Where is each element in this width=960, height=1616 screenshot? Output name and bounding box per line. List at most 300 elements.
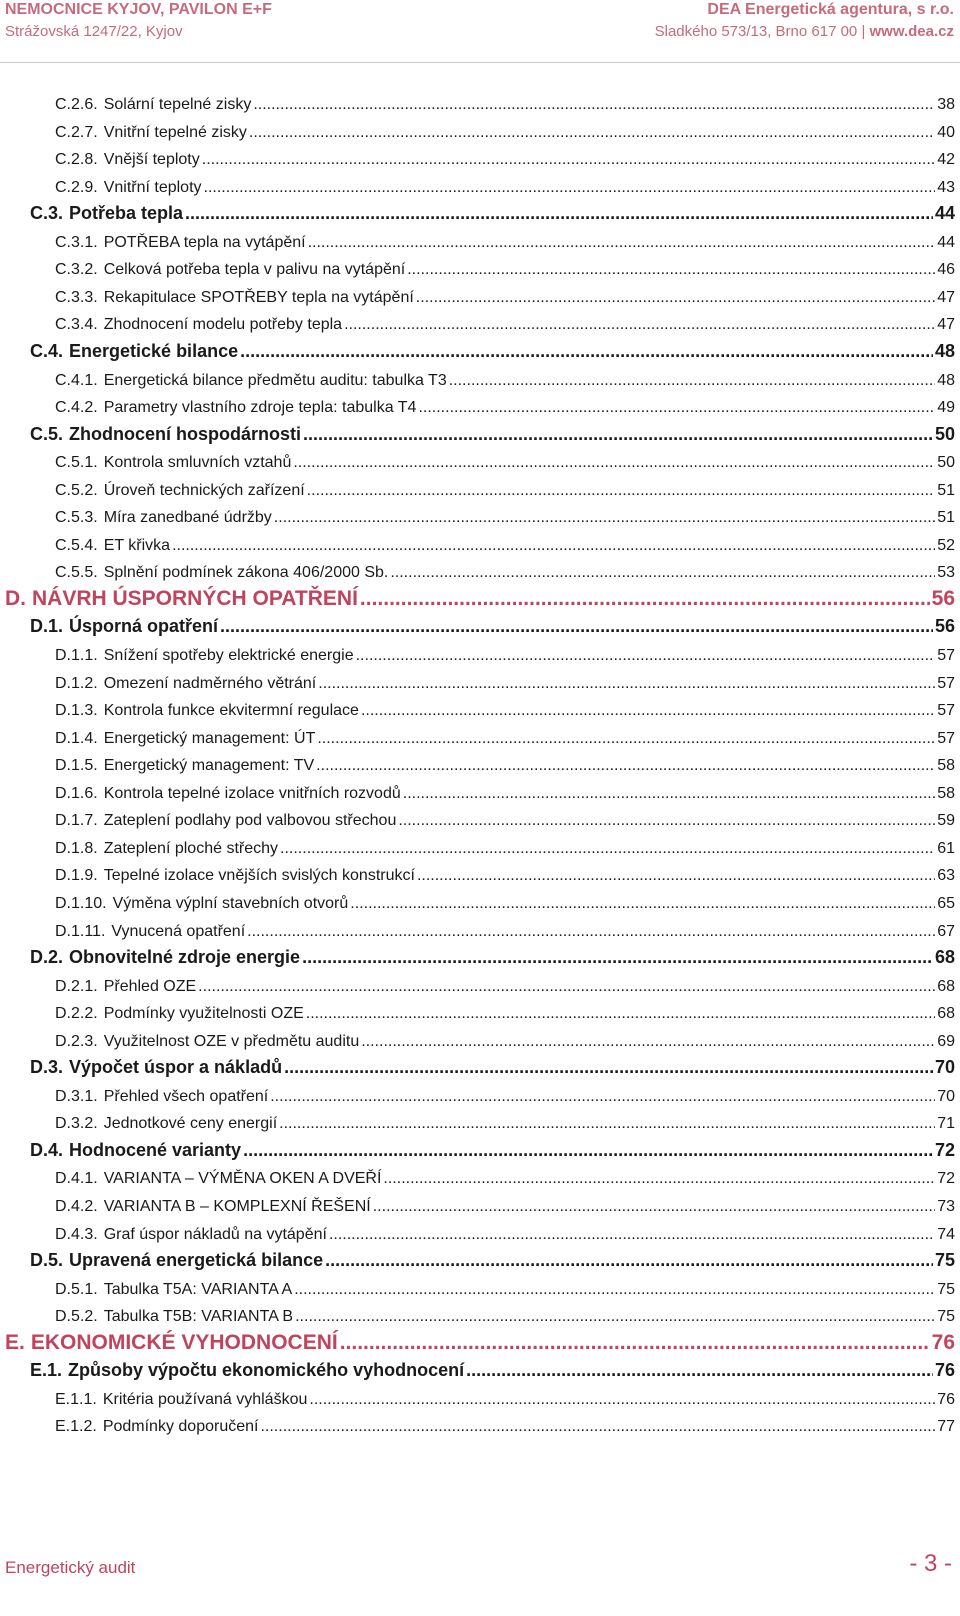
toc-entry-number: D.4.3.: [55, 1225, 98, 1243]
toc-entry-page: 76: [937, 1390, 955, 1408]
toc-entry-page: 63: [937, 867, 955, 885]
toc-dot-leader: [360, 587, 930, 611]
toc-entry-page: 74: [937, 1225, 955, 1243]
toc-entry-title: Vnitřní tepelné zisky: [103, 123, 247, 141]
toc-entry-page: 44: [934, 203, 955, 224]
toc-entry-number: E.1.: [30, 1360, 63, 1381]
toc-entry-row: [30, 947, 955, 968]
toc-dot-leader: [449, 372, 935, 390]
toc-entry-row: [30, 341, 955, 362]
toc-entry-title: Vnější teploty: [103, 151, 200, 169]
toc-entry-title: Jednotkové ceny energií: [103, 1115, 278, 1133]
toc-dot-leader: [417, 867, 935, 885]
toc-entry-page: 49: [937, 399, 955, 417]
toc-entry-page: 38: [937, 96, 955, 113]
toc-dot-leader: [247, 923, 935, 941]
toc-entry-title: VARIANTA B – KOMPLEXNÍ ŘEŠENÍ: [103, 1198, 371, 1215]
toc-entry-page: 57: [937, 674, 955, 692]
toc-entry[interactable]: [0, 889, 960, 917]
toc-dot-leader: [306, 1005, 935, 1023]
toc-entry[interactable]: [0, 586, 960, 614]
toc-entry-row: [30, 424, 955, 445]
toc-entry-number: C.3.2.: [55, 261, 98, 279]
toc-entry-page: 51: [937, 509, 955, 527]
toc-entry-title: Potřeba tepla: [69, 203, 184, 224]
toc-entry[interactable]: [0, 338, 960, 366]
toc-entry-title: Hodnocené varianty: [69, 1139, 242, 1160]
toc-entry-number: C.5.4.: [55, 536, 98, 554]
toc-entry-number: D.1.7.: [55, 812, 98, 830]
toc-entry[interactable]: [0, 1137, 960, 1165]
toc-entry-row: [55, 399, 955, 417]
toc-entry-page: 65: [937, 894, 955, 912]
footer-page-number: - 3 -: [909, 1550, 952, 1577]
toc-entry-page: 48: [937, 371, 955, 389]
toc-entry[interactable]: [0, 751, 960, 779]
toc-entry-title: Podmínky doporučení: [102, 1418, 259, 1436]
toc-entry-number: D.5.2.: [55, 1308, 98, 1326]
toc-entry-number: D.1.11.: [55, 922, 106, 940]
toc-entry-row: [55, 124, 955, 142]
toc-dot-leader: [202, 151, 935, 169]
toc-entry-row: [55, 1170, 955, 1188]
toc-entry-number: D.4.1.: [55, 1170, 98, 1188]
toc-entry[interactable]: [0, 1082, 960, 1110]
toc-entry-title: NÁVRH ÚSPORNÝCH OPATŘENÍ: [32, 586, 358, 610]
toc-entry-number: C.5.: [30, 423, 64, 444]
toc-entry[interactable]: [0, 503, 960, 531]
toc-entry-row: [5, 1331, 955, 1355]
toc-entry-row: [30, 1057, 955, 1078]
toc-entry[interactable]: [0, 255, 960, 283]
toc-entry[interactable]: [0, 1302, 960, 1330]
toc-entry-row: [55, 757, 955, 775]
toc-dot-leader: [279, 1115, 935, 1133]
toc-entry-row: [55, 1308, 955, 1326]
toc-entry-page: 56: [934, 616, 955, 637]
toc-dot-leader: [344, 316, 935, 334]
toc-entry-page: 68: [937, 977, 955, 995]
toc-entry[interactable]: [0, 944, 960, 972]
toc-entry-row: [55, 730, 955, 748]
toc-entry-page: 50: [934, 423, 955, 444]
page-header: [0, 0, 960, 66]
toc-entry-page: 43: [937, 178, 955, 196]
toc-entry-page: 59: [937, 812, 955, 830]
toc-entry-page: 69: [937, 1032, 955, 1050]
toc-entry[interactable]: [0, 1275, 960, 1303]
toc-entry-row: [30, 1250, 955, 1271]
toc-entry-title: Využitelnost OZE v předmětu auditu: [103, 1032, 360, 1050]
toc-entry[interactable]: [0, 393, 960, 421]
toc-dot-leader: [198, 978, 935, 996]
toc-entry-row: [55, 372, 955, 390]
toc-entry-number: C.2.6.: [55, 96, 98, 113]
toc-entry-row: [55, 647, 955, 665]
toc-entry-number: C.5.1.: [55, 454, 98, 472]
toc-dot-leader: [361, 1033, 935, 1051]
toc-entry-title: Graf úspor nákladů na vytápění: [103, 1225, 327, 1243]
toc-entry-page: 50: [937, 454, 955, 472]
header-client-name: NEMOCNICE KYJOV, PAVILON E+F: [5, 1, 272, 18]
toc-entry-row: [55, 151, 955, 169]
toc-entry-number: E.1.1.: [55, 1390, 97, 1408]
toc-entry-number: C.2.7.: [55, 123, 98, 141]
toc-entry[interactable]: [0, 1247, 960, 1275]
toc-entry-number: D.2.3.: [55, 1032, 98, 1050]
toc-entry[interactable]: [0, 1412, 960, 1440]
toc-entry-row: [55, 978, 955, 996]
toc-entry-title: ET křivka: [103, 536, 171, 554]
toc-entry-page: 57: [937, 647, 955, 664]
toc-dot-leader: [220, 616, 933, 637]
toc-entry[interactable]: [0, 1054, 960, 1082]
toc-dot-leader: [407, 261, 935, 279]
toc-entry[interactable]: [0, 90, 960, 118]
toc-entry-title: Splnění podmínek zákona 406/2000 Sb.: [103, 564, 389, 582]
toc-entry-row: [55, 1088, 955, 1106]
toc-dot-leader: [243, 1140, 933, 1161]
toc-dot-leader: [260, 1418, 935, 1436]
toc-entry[interactable]: [0, 861, 960, 889]
header-agency-street: Sladkého 573/13, Brno 617 00 |: [654, 23, 870, 40]
toc-entry[interactable]: [0, 200, 960, 228]
toc-entry[interactable]: [0, 1027, 960, 1055]
toc-entry-row: [55, 234, 955, 252]
toc-entry[interactable]: [0, 806, 960, 834]
toc-entry-page: 57: [937, 702, 955, 720]
toc-entry-title: Přehled všech opatření: [103, 1087, 269, 1105]
toc-entry-row: [55, 1226, 955, 1244]
toc-entry-row: [55, 840, 955, 858]
toc-entry[interactable]: [0, 145, 960, 173]
toc-dot-leader: [280, 840, 935, 858]
toc-dot-leader: [340, 1331, 930, 1355]
toc-entry-title: Výměna výplní stavebních otvorů: [112, 894, 349, 912]
toc-dot-leader: [294, 1281, 935, 1299]
toc-entry-number: D.1.6.: [55, 784, 98, 802]
toc-dot-leader: [309, 1391, 935, 1409]
toc-dot-leader: [253, 96, 935, 114]
toc-entry-number: D.2.1.: [55, 977, 98, 995]
toc-entry-row: [55, 537, 955, 555]
toc-dot-leader: [172, 537, 935, 555]
toc-entry-number: D.2.2.: [55, 1005, 98, 1023]
toc-dot-leader: [284, 1057, 933, 1078]
toc-entry-number: D.1.2.: [55, 674, 98, 692]
toc-entry-row: [55, 1281, 955, 1299]
toc-entry-row: [5, 587, 955, 611]
toc-entry-row: [55, 1391, 955, 1409]
toc-dot-leader: [373, 1198, 935, 1216]
toc-dot-leader: [308, 234, 936, 252]
toc-entry-number: D.1.10.: [55, 894, 107, 912]
toc-entry-page: 46: [937, 261, 955, 279]
toc-entry-page: 75: [937, 1308, 955, 1326]
toc-entry-number: D.1.9.: [55, 867, 98, 885]
toc-entry-row: [30, 1140, 955, 1161]
toc-entry-number: E.: [5, 1330, 25, 1354]
toc-entry-row: [30, 1360, 955, 1381]
toc-entry-title: Přehled OZE: [103, 977, 197, 995]
toc-entry-row: [55, 923, 955, 941]
toc-entry-page: 53: [937, 564, 955, 582]
toc-dot-leader: [403, 785, 935, 803]
toc-entry[interactable]: [0, 613, 960, 641]
toc-entry[interactable]: [0, 173, 960, 201]
toc-entry-title: Energetický management: TV: [103, 757, 315, 775]
toc-entry-number: D.: [5, 586, 26, 610]
toc-entry[interactable]: [0, 1192, 960, 1220]
toc-dot-leader: [350, 895, 935, 913]
toc-entry-row: [55, 1005, 955, 1023]
toc-entry-page: 71: [937, 1115, 955, 1133]
toc-entry-page: 48: [934, 340, 955, 361]
toc-entry-number: C.5.5.: [55, 564, 98, 582]
header-divider: [0, 62, 960, 63]
toc-dot-leader: [466, 1360, 933, 1381]
toc-entry-page: 56: [931, 586, 955, 610]
toc-entry-page: 47: [937, 288, 955, 306]
toc-entry-page: 42: [937, 151, 955, 169]
toc-entry-number: C.5.3.: [55, 509, 98, 527]
toc-entry-number: C.4.1.: [55, 371, 98, 389]
toc-entry-title: Kritéria používaná vyhláškou: [102, 1390, 308, 1408]
toc-entry[interactable]: [0, 917, 960, 945]
toc-entry[interactable]: [0, 1385, 960, 1413]
toc-entry-page: 76: [931, 1330, 955, 1354]
toc-entry-number: D.1.3.: [55, 702, 98, 720]
toc-entry-page: 40: [937, 123, 955, 141]
toc-entry-number: D.4.2.: [55, 1198, 98, 1215]
toc-entry-title: Obnovitelné zdroje energie: [69, 947, 301, 968]
toc-dot-leader: [329, 1226, 935, 1244]
toc-entry-row: [30, 203, 955, 224]
toc-entry-page: 77: [937, 1418, 955, 1436]
toc-entry-page: 58: [937, 784, 955, 802]
toc-dot-leader: [361, 702, 935, 720]
toc-entry-number: D.1.: [30, 616, 64, 637]
toc-entry-title: Výpočet úspor a nákladů: [69, 1057, 283, 1078]
toc-entry-number: D.3.1.: [55, 1087, 98, 1105]
toc-dot-leader: [383, 1170, 935, 1188]
toc-entry-page: 58: [937, 757, 955, 775]
toc-entry-title: Podmínky využitelnosti OZE: [103, 1005, 304, 1023]
toc-dot-leader: [307, 482, 936, 500]
toc-entry-page: 61: [937, 839, 955, 857]
toc-entry-title: Rekapitulace SPOTŘEBY tepla na vytápění: [103, 288, 414, 306]
toc-entry-row: [30, 616, 955, 637]
toc-entry-title: Zhodnocení modelu potřeby tepla: [103, 316, 343, 334]
toc-entry-row: [55, 1418, 955, 1436]
toc-entry-row: [55, 1198, 955, 1216]
header-agency-name: DEA Energetická agentura, s r.o.: [707, 1, 954, 18]
toc-entry-title: Energetické bilance: [69, 340, 239, 361]
toc-entry-row: [55, 867, 955, 885]
toc-entry-row: [55, 702, 955, 720]
toc-entry[interactable]: [0, 476, 960, 504]
toc-entry-row: [55, 179, 955, 197]
toc-entry-title: Kontrola funkce ekvitermní regulace: [103, 702, 359, 720]
toc-entry-number: D.5.1.: [55, 1280, 98, 1298]
toc-entry-title: Zateplení podlahy pod valbovou střechou: [103, 812, 397, 830]
toc-dot-leader: [303, 424, 933, 445]
toc-entry-title: Snížení spotřeby elektrické energie: [103, 647, 354, 664]
toc-entry-title: Úsporná opatření: [69, 616, 219, 637]
toc-entry-row: [55, 509, 955, 527]
toc-entry-page: 68: [937, 1005, 955, 1023]
toc-dot-leader: [316, 757, 935, 775]
toc-entry-page: 68: [934, 947, 955, 968]
toc-entry[interactable]: [0, 779, 960, 807]
toc-entry-title: Omezení nadměrného větrání: [103, 674, 317, 692]
toc-dot-leader: [416, 289, 935, 307]
toc-entry-title: Vynucená opatření: [111, 922, 246, 940]
toc-entry[interactable]: [0, 118, 960, 146]
toc-entry-title: POTŘEBA tepla na vytápění: [103, 233, 306, 251]
toc-dot-leader: [249, 124, 935, 142]
toc-dot-leader: [317, 730, 935, 748]
toc-entry-page: 51: [937, 481, 955, 499]
toc-entry-row: [55, 261, 955, 279]
toc-entry[interactable]: [0, 558, 960, 586]
toc-entry[interactable]: [0, 228, 960, 256]
toc-entry-page: 75: [934, 1250, 955, 1271]
toc-entry[interactable]: [0, 283, 960, 311]
toc-entry[interactable]: [0, 999, 960, 1027]
toc-entry-row: [55, 482, 955, 500]
toc-entry[interactable]: [0, 310, 960, 338]
toc-dot-leader: [390, 564, 935, 582]
header-agency-website[interactable]: www.dea.cz: [869, 23, 954, 40]
footer-document-title: Energetický audit: [5, 1558, 136, 1577]
toc-dot-leader: [325, 1250, 933, 1271]
toc-entry-number: C.4.: [30, 340, 64, 361]
toc-entry-page: 67: [937, 922, 955, 940]
toc-entry-number: D.1.5.: [55, 757, 98, 775]
toc-entry-title: EKONOMICKÉ VYHODNOCENÍ: [30, 1330, 338, 1354]
toc-entry-row: [55, 289, 955, 307]
toc-entry-row: [55, 454, 955, 472]
toc-entry-title: Celková potřeba tepla v palivu na vytápění: [103, 261, 406, 279]
toc-entry-row: [55, 316, 955, 334]
toc-dot-leader: [204, 179, 936, 197]
toc-entry-page: 75: [937, 1280, 955, 1298]
toc-entry-number: C.2.8.: [55, 151, 98, 169]
toc-entry-row: [55, 675, 955, 693]
toc-entry[interactable]: [0, 641, 960, 669]
toc-entry-title: Tabulka T5B: VARIANTA B: [103, 1308, 294, 1326]
toc-entry-number: D.5.: [30, 1250, 64, 1271]
toc-entry[interactable]: [0, 834, 960, 862]
toc-entry-title: Solární tepelné zisky: [103, 96, 252, 113]
toc-entry-title: Způsoby výpočtu ekonomického vyhodnocení: [68, 1360, 465, 1381]
toc-entry-page: 70: [934, 1057, 955, 1078]
toc-entry-row: [55, 812, 955, 830]
toc-entry-page: 57: [937, 729, 955, 747]
toc-entry-number: C.3.3.: [55, 288, 98, 306]
toc-entry-number: D.1.1.: [55, 647, 98, 664]
toc-entry-number: D.1.8.: [55, 839, 98, 857]
header-client-address: Strážovská 1247/22, Kyjov: [5, 23, 183, 40]
toc-entry-row: [55, 895, 955, 913]
toc-entry-number: C.2.9.: [55, 178, 98, 196]
toc-entry[interactable]: [0, 972, 960, 1000]
toc-entry[interactable]: [0, 1164, 960, 1192]
toc-entry-row: [55, 96, 955, 114]
toc-dot-leader: [418, 399, 935, 417]
toc-dot-leader: [240, 341, 933, 362]
toc-entry-title: Zhodnocení hospodárnosti: [69, 423, 302, 444]
toc-entry-title: Úroveň technických zařízení: [103, 481, 305, 499]
toc-entry-row: [55, 1033, 955, 1051]
toc-entry[interactable]: [0, 669, 960, 697]
toc-entry-title: Tabulka T5A: VARIANTA A: [103, 1280, 293, 1298]
toc-entry[interactable]: [0, 1220, 960, 1248]
toc-entry-page: 52: [937, 536, 955, 554]
toc-entry[interactable]: [0, 421, 960, 449]
toc-entry[interactable]: [0, 696, 960, 724]
toc-entry-number: C.3.1.: [55, 233, 98, 251]
toc-entry-page: 72: [937, 1170, 955, 1188]
toc-entry[interactable]: [0, 1109, 960, 1137]
toc-dot-leader: [295, 1308, 935, 1326]
toc-entry-number: C.3.4.: [55, 316, 98, 334]
toc-entry-title: Energetická bilance předmětu auditu: tabulka T3: [103, 371, 447, 389]
toc-dot-leader: [274, 509, 935, 527]
toc-entry[interactable]: [0, 366, 960, 394]
toc-entry[interactable]: [0, 1357, 960, 1385]
toc-entry-page: 47: [937, 316, 955, 334]
toc-entry-number: C.5.2.: [55, 481, 98, 499]
toc-entry-title: Zateplení ploché střechy: [103, 839, 279, 857]
toc-entry-title: VARIANTA – VÝMĚNA OKEN A DVEŘÍ: [103, 1170, 382, 1188]
toc-dot-leader: [293, 454, 935, 472]
toc-entry-row: [55, 1115, 955, 1133]
toc-dot-leader: [318, 675, 935, 693]
toc-dot-leader: [356, 647, 936, 665]
page-footer: [0, 1540, 960, 1616]
toc-entry-title: Tepelné izolace vnějších svislých konstrukcí: [103, 867, 415, 885]
toc-entry-title: Míra zanedbané údržby: [103, 509, 272, 527]
toc-entry-number: D.3.2.: [55, 1115, 98, 1133]
toc-entry-number: C.3.: [30, 203, 64, 224]
toc-entry[interactable]: [0, 1330, 960, 1358]
toc-entry-page: 44: [937, 233, 955, 251]
toc-entry-title: Upravená energetická bilance: [69, 1250, 324, 1271]
toc-dot-leader: [302, 947, 933, 968]
toc-entry-number: C.4.2.: [55, 399, 98, 417]
toc-entry-title: Vnitřní teploty: [103, 178, 202, 196]
toc-dot-leader: [185, 203, 933, 224]
toc-entry[interactable]: [0, 448, 960, 476]
toc-entry-title: Kontrola tepelné izolace vnitřních rozvodů: [103, 784, 401, 802]
toc-entry[interactable]: [0, 531, 960, 559]
toc-entry-number: D.2.: [30, 947, 64, 968]
toc-entry-title: Kontrola smluvních vztahů: [103, 454, 292, 472]
toc-dot-leader: [270, 1088, 935, 1106]
toc-entry-number: D.3.: [30, 1057, 64, 1078]
toc-entry-number: D.1.4.: [55, 729, 98, 747]
toc-entry-page: 72: [934, 1139, 955, 1160]
toc-entry-number: E.1.2.: [55, 1418, 97, 1436]
toc-entry-title: Parametry vlastního zdroje tepla: tabulka T4: [103, 399, 417, 417]
toc-entry-number: D.4.: [30, 1139, 64, 1160]
toc-entry-title: Energetický management: ÚT: [103, 729, 316, 747]
toc-entry-page: 70: [937, 1087, 955, 1105]
toc-entry-row: [55, 564, 955, 582]
toc-entry[interactable]: [0, 724, 960, 752]
